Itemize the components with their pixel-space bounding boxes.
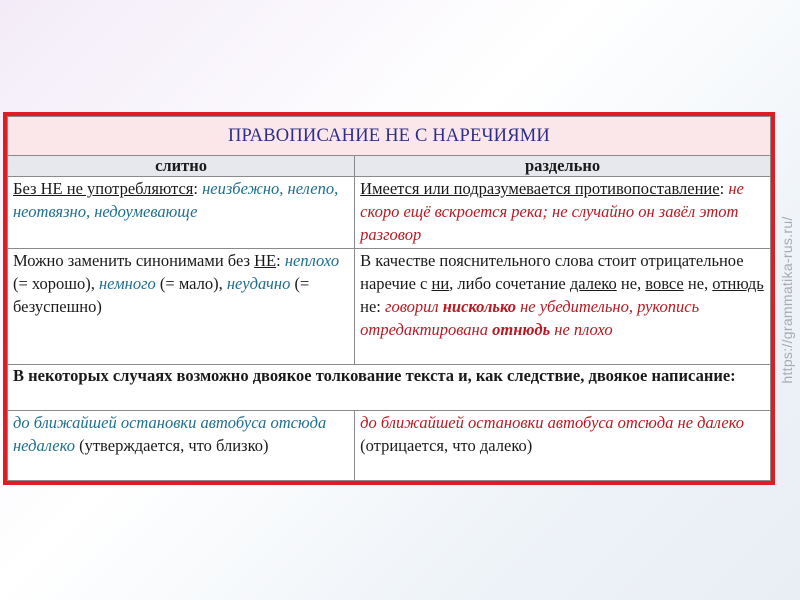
synonym-text: (= хорошо), <box>13 274 99 293</box>
adverb-word: вовсе <box>645 274 684 293</box>
rules-table-frame <box>3 112 775 485</box>
dual-note-separate: (отрицается, что далеко) <box>360 436 533 455</box>
rule-text: В качестве пояснительного слова стоит отрицательное наречие с <box>360 251 744 293</box>
rule-text: Можно заменить синонимами без <box>13 251 255 270</box>
example-word: неудачно <box>226 274 291 293</box>
ni-word: ни <box>431 274 450 293</box>
rule-text: не, <box>683 274 713 293</box>
colon: : <box>719 179 729 198</box>
example-word: неплохо <box>284 251 340 270</box>
rule-text: Имеется или подразумевается противопоставление <box>360 179 720 198</box>
rule-text: не: <box>360 297 386 316</box>
example-emphasis: отнюдь <box>492 320 551 339</box>
rule-cell-synonyms <box>8 249 355 365</box>
synonym-text: (= мало), <box>155 274 227 293</box>
examples-together: неизбежно, нелепо, неотвязно, недоумевающе <box>13 179 339 221</box>
rule-text: не, <box>616 274 646 293</box>
rule-cell-negative-adverb <box>355 249 771 365</box>
adverb-word: далеко <box>569 274 617 293</box>
site-watermark: https://grammatika-rus.ru/ <box>779 216 795 384</box>
table-title: ПРАВОПИСАНИЕ НЕ С НАРЕЧИЯМИ <box>8 117 771 156</box>
colon: : <box>193 179 198 198</box>
rule-text: Без НЕ не употребляются <box>13 179 194 198</box>
example-cell-separate <box>355 411 771 481</box>
example-emphasis: нисколько <box>442 297 516 316</box>
dual-interpretation-note: В некоторых случаях возможно двоякое толкование текста и, как следствие, двоякое написание: <box>8 365 771 411</box>
examples-separate: не скоро ещё вскроется река; не случайно он завёл этот разговор <box>360 179 744 244</box>
example-text: не плохо <box>550 320 613 339</box>
ne-word: НЕ <box>254 251 277 270</box>
dual-example-together: до ближайшей остановки автобуса отсюда недалеко <box>13 413 327 455</box>
example-word: немного <box>99 274 156 293</box>
rule-cell-no-without-ne <box>8 177 355 249</box>
colon: : <box>276 251 285 270</box>
adverb-word: отнюдь <box>712 274 764 293</box>
header-together: слитно <box>8 156 355 177</box>
example-cell-together <box>8 411 355 481</box>
dual-example-separate: до ближайшей остановки автобуса отсюда не далеко <box>360 413 745 432</box>
rule-text: , либо сочетание <box>449 274 570 293</box>
example-text: говорил <box>385 297 443 316</box>
dual-note-together: (утверждается, что близко) <box>74 436 269 455</box>
header-separate: раздельно <box>355 156 771 177</box>
rules-table <box>7 116 771 481</box>
synonym-text: (= безуспешно) <box>13 274 310 316</box>
example-text: не убедительно, рукопись отредактирована <box>360 297 700 339</box>
rule-cell-contrast <box>355 177 771 249</box>
